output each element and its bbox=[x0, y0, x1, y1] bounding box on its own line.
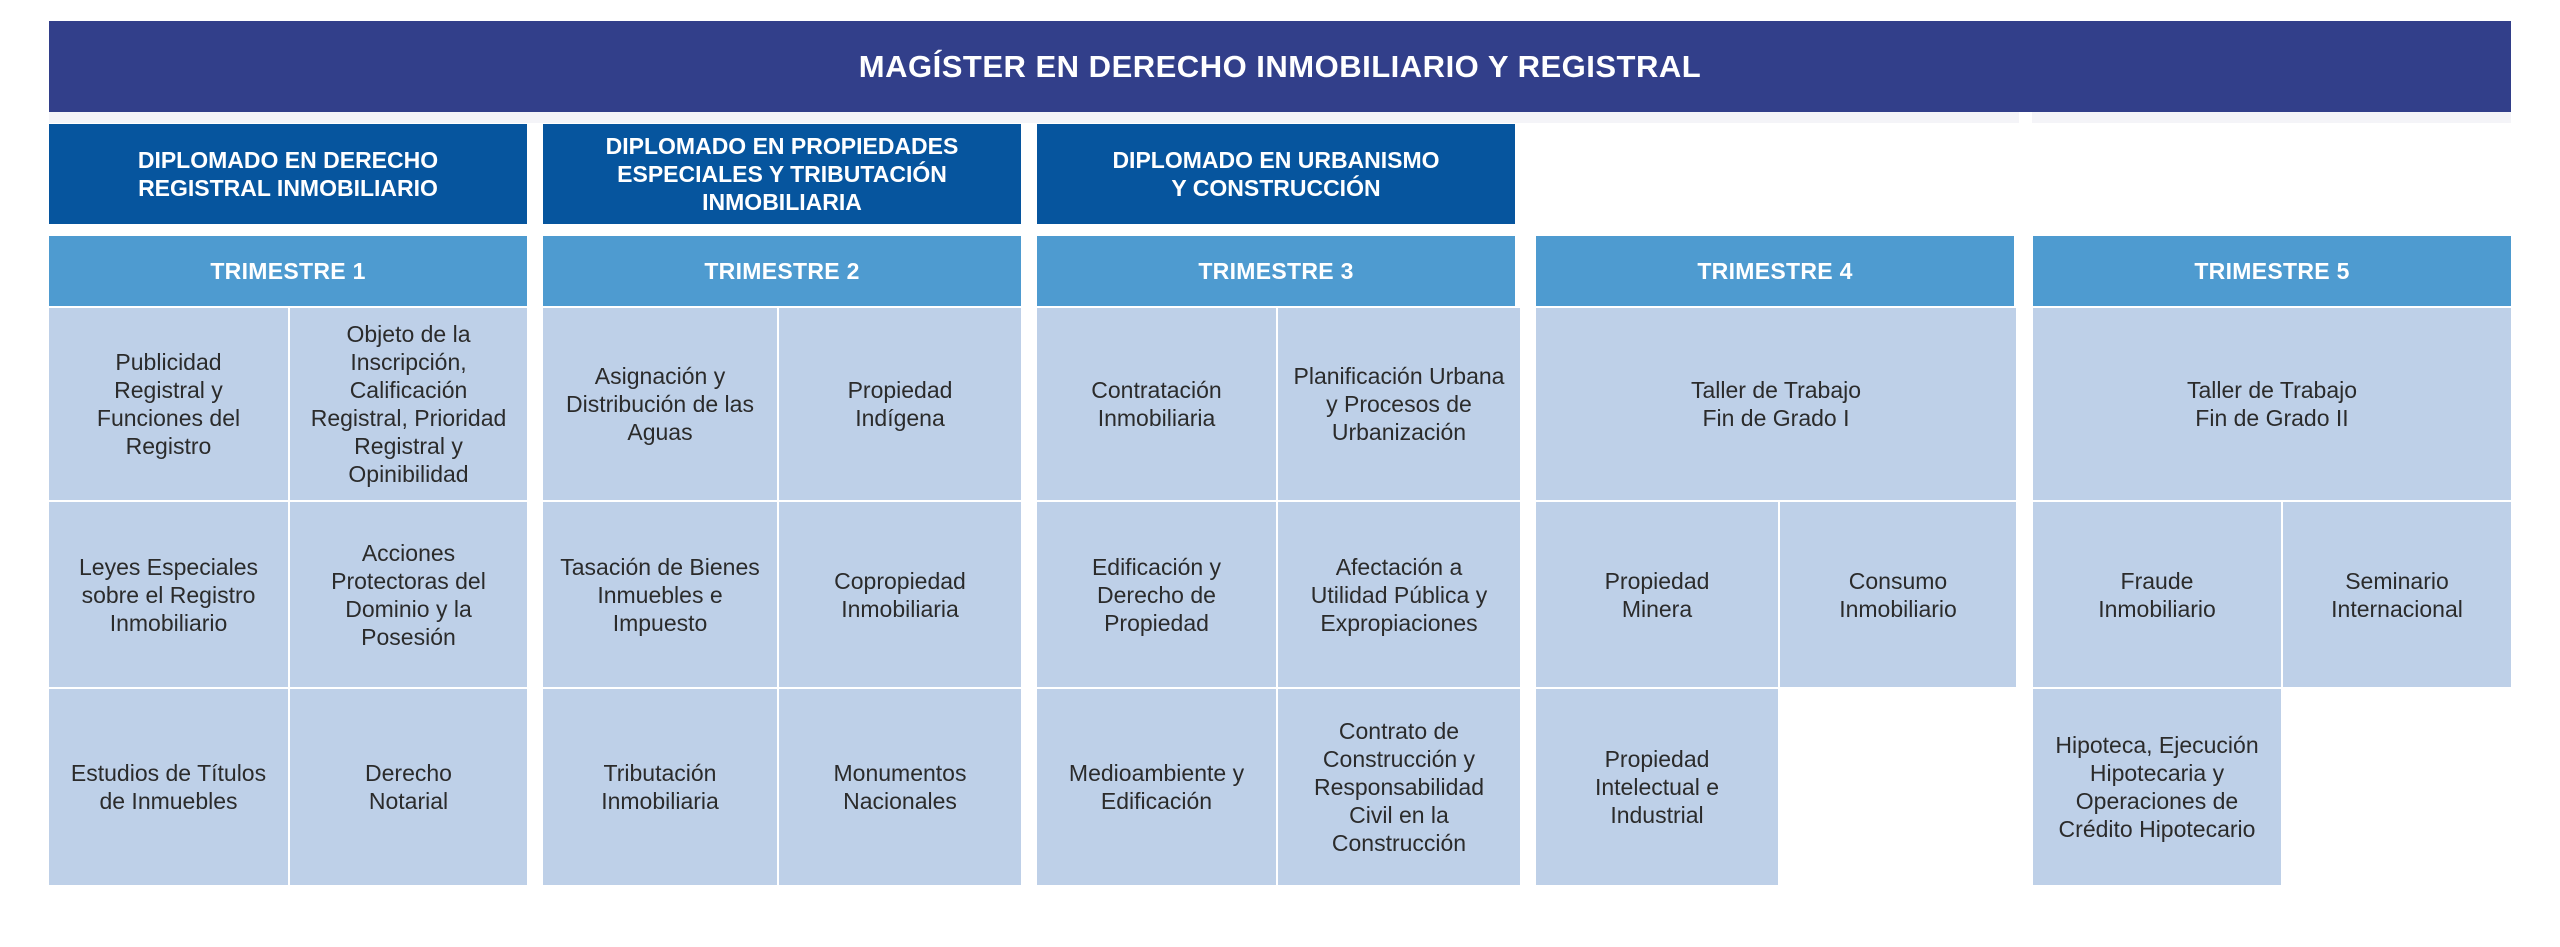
diploma-registral: DIPLOMADO EN DERECHO REGISTRAL INMOBILIARIO bbox=[49, 124, 527, 224]
course-cell: Leyes Especiales sobre el Registro Inmobiliario bbox=[49, 502, 288, 687]
course-cell: Estudios de Títulos de Inmuebles bbox=[49, 689, 288, 885]
program-title: MAGÍSTER EN DERECHO INMOBILIARIO Y REGISTRAL bbox=[49, 21, 2511, 112]
term-3-header: TRIMESTRE 3 bbox=[1037, 236, 1515, 306]
course-cell: Medioambiente y Edificación bbox=[1037, 689, 1276, 885]
course-cell: Contrato de Construcción y Responsabilidad Civil en la Construcción bbox=[1278, 689, 1520, 885]
course-cell: Propiedad Minera bbox=[1536, 502, 1778, 687]
course-cell: Tasación de Bienes Inmuebles e Impuesto bbox=[543, 502, 777, 687]
title-underline bbox=[2032, 112, 2511, 123]
term-2-header: TRIMESTRE 2 bbox=[543, 236, 1021, 306]
course-cell: Hipoteca, Ejecución Hipotecaria y Operaciones de Crédito Hipotecario bbox=[2033, 689, 2281, 885]
title-underline bbox=[49, 112, 2019, 123]
course-cell: Seminario Internacional bbox=[2283, 502, 2511, 687]
course-cell: Publicidad Registral y Funciones del Registro bbox=[49, 308, 288, 500]
course-cell: Asignación y Distribución de las Aguas bbox=[543, 308, 777, 500]
course-cell: Propiedad Intelectual e Industrial bbox=[1536, 689, 1778, 885]
course-cell: Derecho Notarial bbox=[290, 689, 527, 885]
diploma-propiedades-especiales: DIPLOMADO EN PROPIEDADES ESPECIALES Y TRIBUTACIÓN INMOBILIARIA bbox=[543, 124, 1021, 224]
course-cell: Monumentos Nacionales bbox=[779, 689, 1021, 885]
course-cell: Edificación y Derecho de Propiedad bbox=[1037, 502, 1276, 687]
course-cell-wide: Taller de Trabajo Fin de Grado II bbox=[2033, 308, 2511, 500]
course-cell: Tributación Inmobiliaria bbox=[543, 689, 777, 885]
term-1-header: TRIMESTRE 1 bbox=[49, 236, 527, 306]
course-cell: Fraude Inmobiliario bbox=[2033, 502, 2281, 687]
term-4-header: TRIMESTRE 4 bbox=[1536, 236, 2014, 306]
course-cell: Copropiedad Inmobiliaria bbox=[779, 502, 1021, 687]
diploma-urbanismo: DIPLOMADO EN URBANISMO Y CONSTRUCCIÓN bbox=[1037, 124, 1515, 224]
course-cell: Acciones Protectoras del Dominio y la Posesión bbox=[290, 502, 527, 687]
course-cell: Afectación a Utilidad Pública y Expropiaciones bbox=[1278, 502, 1520, 687]
course-cell: Propiedad Indígena bbox=[779, 308, 1021, 500]
course-cell: Planificación Urbana y Procesos de Urbanización bbox=[1278, 308, 1520, 500]
course-cell: Objeto de la Inscripción, Calificación Registral, Prioridad Registral y Opinibilidad bbox=[290, 308, 527, 500]
course-cell: Contratación Inmobiliaria bbox=[1037, 308, 1276, 500]
term-5-header: TRIMESTRE 5 bbox=[2033, 236, 2511, 306]
course-cell: Consumo Inmobiliario bbox=[1780, 502, 2016, 687]
course-cell-wide: Taller de Trabajo Fin de Grado I bbox=[1536, 308, 2016, 500]
